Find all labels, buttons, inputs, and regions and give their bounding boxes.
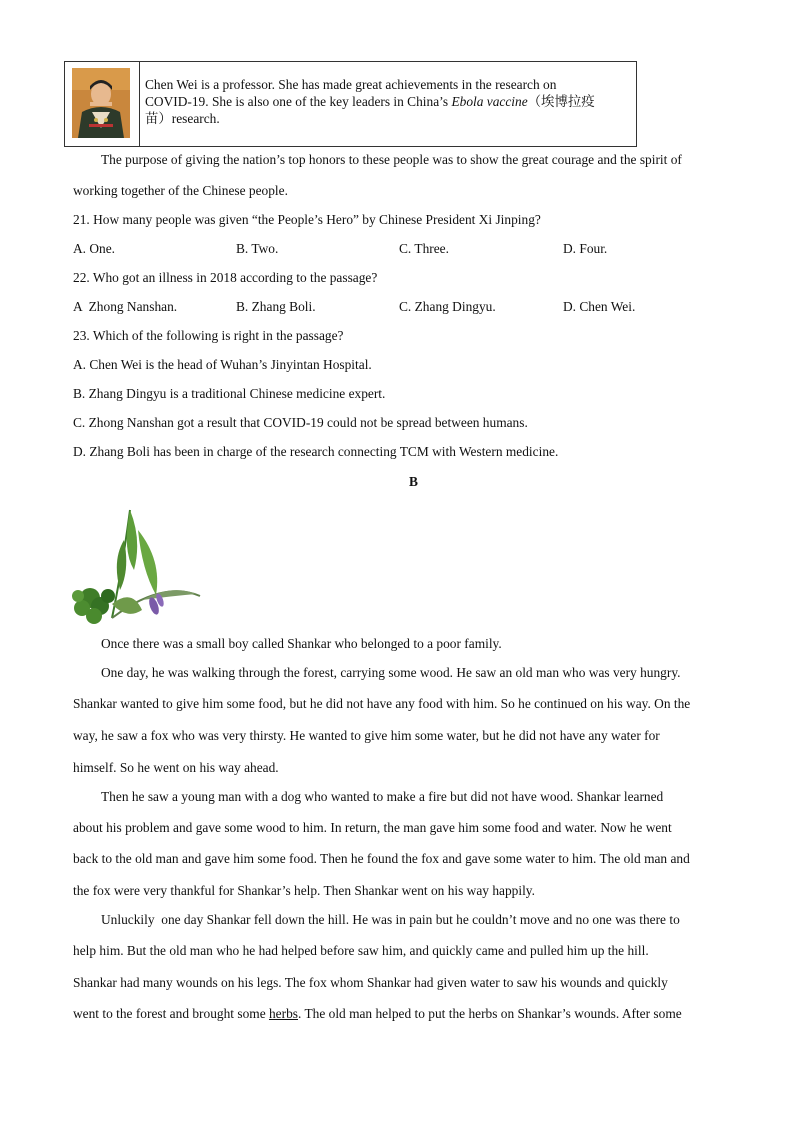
- profile-line-2-chinese: （埃博拉疫: [527, 94, 595, 109]
- question-22-option-b: B. Zhang Boli.: [236, 299, 316, 314]
- question-21-option-d: D. Four.: [563, 241, 608, 256]
- story-paragraph-2-line-4: himself. So he went on his way ahead.: [73, 760, 279, 775]
- story-paragraph-2-line-3: way, he saw a fox who was very thirsty. He wanted to give him some water, but he did not have any water for: [73, 728, 660, 743]
- profile-line-1: Chen Wei is a professor. She has made great achievements in the research on: [145, 77, 557, 92]
- story-paragraph-4-line-2: help him. But the old man who he had helped before saw him, and quickly came and pulled him up the hill.: [73, 943, 649, 958]
- profile-line-2-text: COVID-19. She is also one of the key leaders in China’s: [145, 94, 452, 109]
- story-paragraph-3-line-4: the fox were very thankful for Shankar’s help. Then Shankar went on his way happily.: [73, 883, 535, 898]
- story-line-text-before: went to the forest and brought some: [73, 1006, 269, 1021]
- purpose-paragraph-line-2: working together of the Chinese people.: [73, 183, 288, 198]
- story-paragraph-4-line-3: Shankar had many wounds on his legs. The fox whom Shankar had given water to saw his wounds and quickly: [73, 975, 668, 990]
- story-paragraph-2-line-2: Shankar wanted to give him some food, but he did not have any food with him. So he continued on his way. On the: [73, 696, 691, 711]
- story-paragraph-3-line-2: about his problem and gave some wood to him. In return, the man gave him some food and water. Now he went: [73, 820, 672, 835]
- question-21-option-a: A. One.: [73, 241, 116, 256]
- profile-text: [145, 76, 615, 127]
- question-21-stem: 21. How many people was given “the People’s Hero” by Chinese President Xi Jinping?: [73, 212, 541, 227]
- profile-line-2: [145, 93, 615, 110]
- question-22-option-d: D. Chen Wei.: [563, 299, 636, 314]
- story-paragraph-3-line-3: back to the old man and gave him some food. Then he found the fox and gave some water to him. The old man and: [73, 851, 690, 866]
- ebola-vaccine-term: Ebola vaccine: [451, 94, 528, 109]
- question-23-option-a: A. Chen Wei is the head of Wuhan’s Jinyintan Hospital.: [73, 357, 372, 372]
- question-22-option-a: A Zhong Nanshan.: [73, 299, 178, 314]
- question-22-stem: 22. Who got an illness in 2018 according to the passage?: [73, 270, 378, 285]
- story-paragraph-3-line-1: Then he saw a young man with a dog who wanted to make a fire but did not have wood. Shankar learned: [101, 789, 664, 804]
- story-paragraph-2-line-1: One day, he was walking through the forest, carrying some wood. He saw an old man who was very hungry.: [101, 665, 681, 680]
- question-23-option-d: D. Zhang Boli has been in charge of the research connecting TCM with Western medicine.: [73, 444, 559, 459]
- herbs-underlined-word: herbs: [268, 1006, 298, 1021]
- story-paragraph-4-line-4: [73, 1006, 682, 1022]
- chen-wei-portrait-photo: [72, 68, 130, 138]
- question-21-option-c: C. Three.: [399, 241, 449, 256]
- story-paragraph-4-line-1: Unluckily one day Shankar fell down the hill. He was in pain but he couldn’t move and no one was there to: [101, 912, 680, 927]
- story-line-text-after: . The old man helped to put the herbs on Shankar’s wounds. After some: [298, 1006, 682, 1021]
- question-23-option-c: C. Zhong Nanshan got a result that COVID-19 could not be spread between humans.: [73, 415, 528, 430]
- section-b-heading: B: [409, 474, 418, 489]
- story-paragraph-1: Once there was a small boy called Shankar who belonged to a poor family.: [101, 636, 502, 651]
- question-23-stem: 23. Which of the following is right in the passage?: [73, 328, 344, 343]
- herbs-illustration: [72, 500, 202, 628]
- purpose-paragraph-line-1: The purpose of giving the nation’s top honors to these people was to show the great courage and the spirit of: [101, 152, 682, 167]
- question-21-option-b: B. Two.: [236, 241, 279, 256]
- profile-line-3: 苗）research.: [145, 111, 220, 126]
- question-22-option-c: C. Zhang Dingyu.: [399, 299, 496, 314]
- profile-card: [64, 61, 637, 147]
- question-23-option-b: B. Zhang Dingyu is a traditional Chinese medicine expert.: [73, 386, 386, 401]
- photo-cell: [65, 62, 140, 146]
